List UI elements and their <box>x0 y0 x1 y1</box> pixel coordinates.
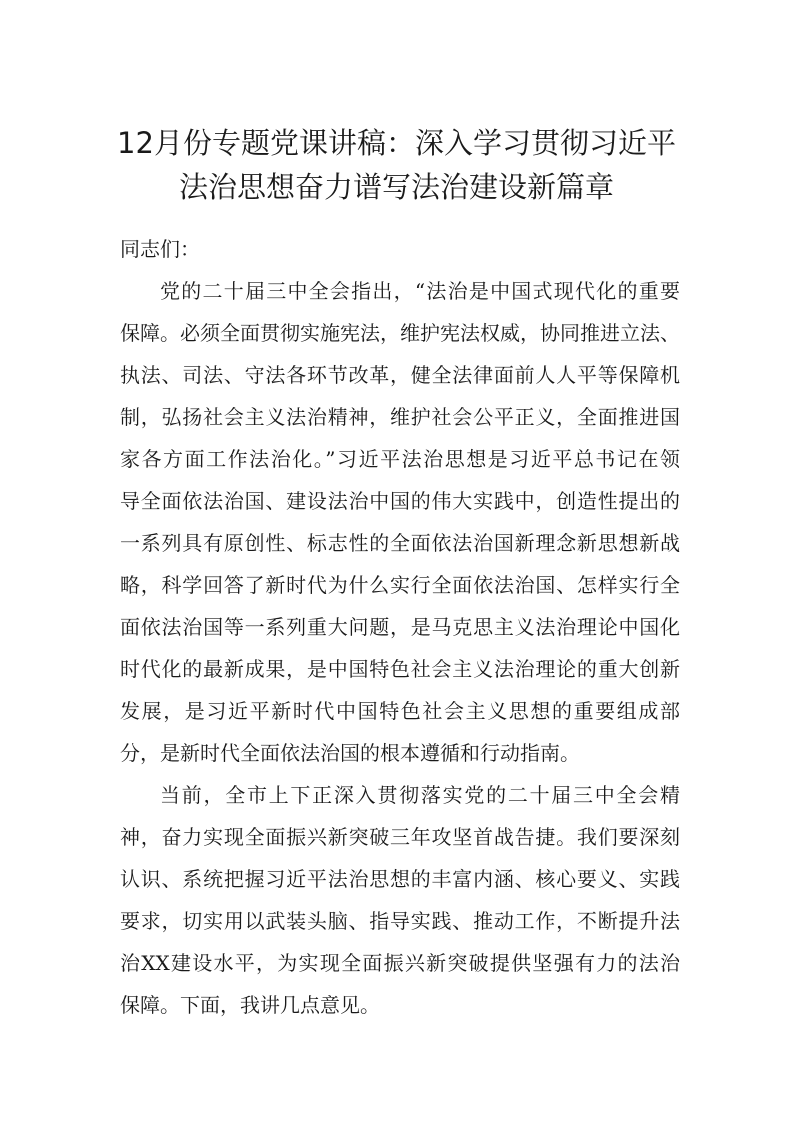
paragraph-line: 党的二十届三中全会指出，“法治是中国式现代化的重要 <box>160 279 680 303</box>
paragraph-line: 发展，是习近平新时代中国特色社会主义思想的重要组成部 <box>120 699 680 723</box>
greeting: 同志们： <box>120 237 200 261</box>
paragraph-line: 略，科学回答了新时代为什么实行全面依法治国、怎样实行全 <box>120 573 680 597</box>
paragraph-line: 时代化的最新成果，是中国特色社会主义法治理论的重大创新 <box>120 657 680 681</box>
paragraph-line: 认识、系统把握习近平法治思想的丰富内涵、核心要义、实践 <box>120 867 680 891</box>
paragraph-line: 要求，切实用以武装头脑、指导实践、推动工作，不断提升法 <box>120 909 680 933</box>
paragraph-line: 分，是新时代全面依法治国的根本遵循和行动指南。 <box>120 741 580 765</box>
paragraph-line: 保障。下面，我讲几点意见。 <box>120 993 380 1017</box>
paragraph-2 <box>120 774 680 1026</box>
paragraph-line: 神，奋力实现全面振兴新突破三年攻坚首战告捷。我们要深刻 <box>120 825 680 849</box>
document-title-line-2: 法治思想奋力谱写法治建设新篇章 <box>178 170 614 204</box>
paragraph-line: 制，弘扬社会主义法治精神，维护社会公平正义，全面推进国 <box>120 405 680 429</box>
document-title-line-1: 12月份专题党课讲稿：深入学习贯彻习近平 <box>117 126 676 160</box>
paragraph-line: 治XX建设水平，为实现全面振兴新突破提供坚强有力的法治 <box>120 951 680 975</box>
paragraph-line: 保障。必须全面贯彻实施宪法，维护宪法权威，协同推进立法、 <box>120 321 680 345</box>
paragraph-line: 一系列具有原创性、标志性的全面依法治国新理念新思想新战 <box>120 531 680 555</box>
paragraph-1 <box>120 270 680 774</box>
paragraph-line: 面依法治国等一系列重大问题，是马克思主义法治理论中国化 <box>120 615 680 639</box>
paragraph-line: 当前，全市上下正深入贯彻落实党的二十届三中全会精 <box>160 783 680 807</box>
paragraph-line: 导全面依法治国、建设法治中国的伟大实践中，创造性提出的 <box>120 489 680 513</box>
paragraph-line: 执法、司法、守法各环节改革，健全法律面前人人平等保障机 <box>120 363 680 387</box>
paragraph-line: 家各方面工作法治化。”习近平法治思想是习近平总书记在领 <box>120 447 680 471</box>
